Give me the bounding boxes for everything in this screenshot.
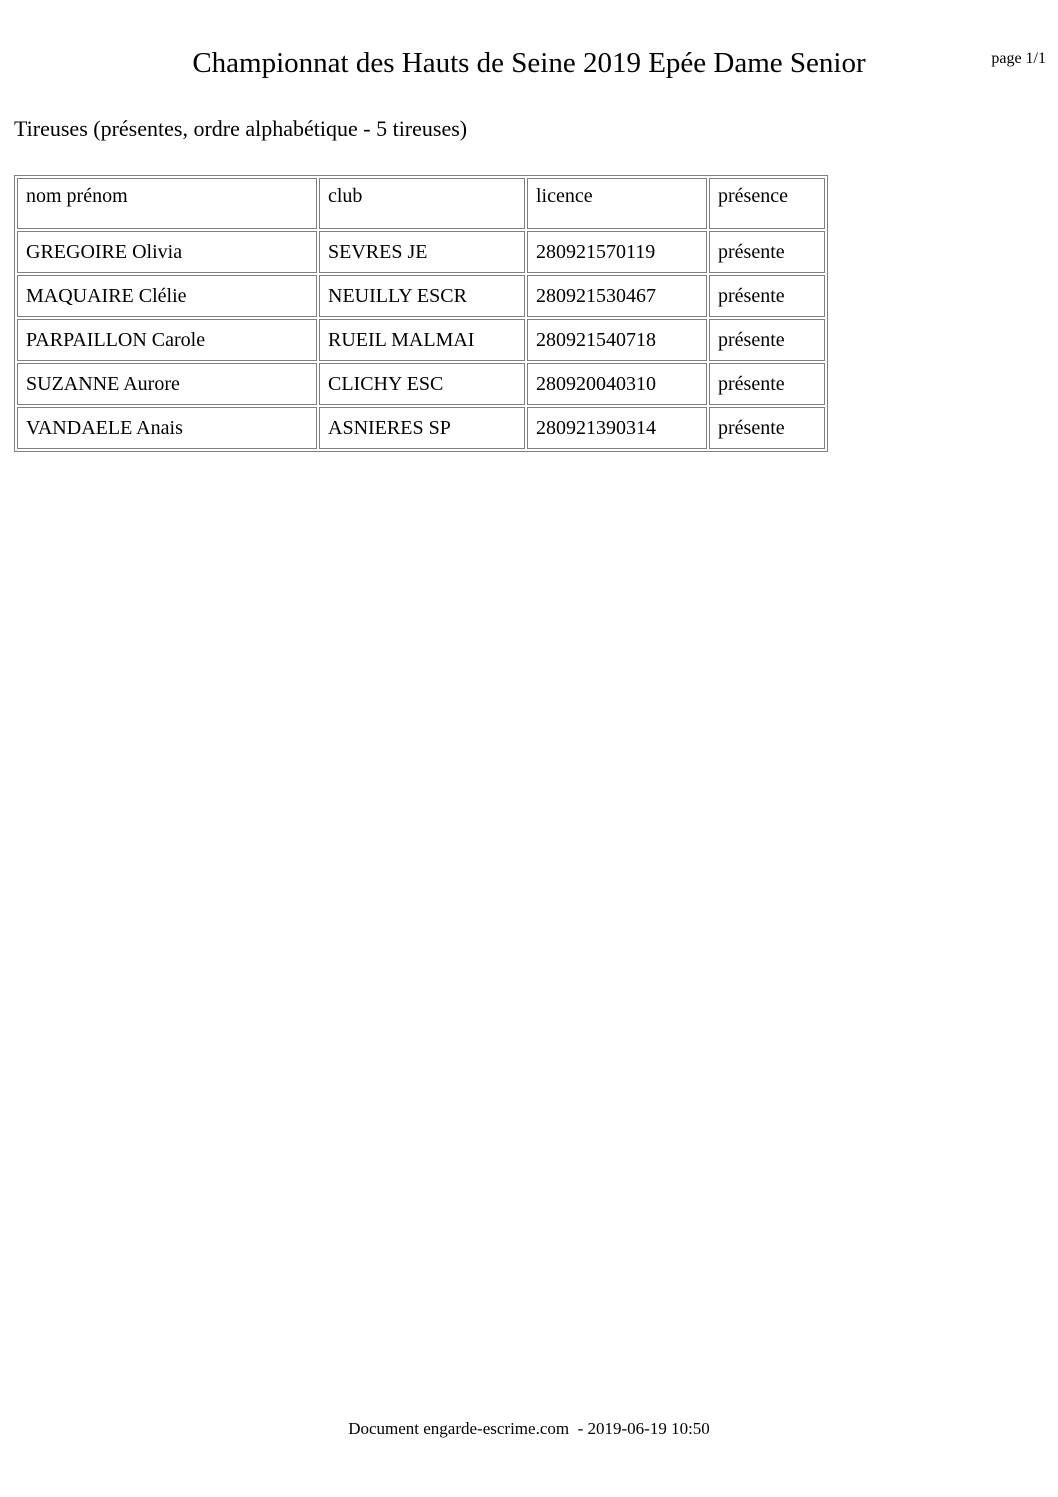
column-header-presence: présence — [709, 178, 825, 229]
cell-nom-prenom: MAQUAIRE Clélie — [17, 275, 317, 317]
cell-licence: 280921540718 — [527, 319, 707, 361]
column-header-licence: licence — [527, 178, 707, 229]
cell-nom-prenom: GREGOIRE Olivia — [17, 231, 317, 273]
column-header-nom-prenom: nom prénom — [17, 178, 317, 229]
cell-presence: présente — [709, 275, 825, 317]
cell-club: ASNIERES SP — [319, 407, 525, 449]
cell-presence: présente — [709, 319, 825, 361]
cell-licence: 280920040310 — [527, 363, 707, 405]
cell-nom-prenom: PARPAILLON Carole — [17, 319, 317, 361]
table-row — [17, 407, 825, 449]
table-row — [17, 319, 825, 361]
section-subtitle: Tireuses (présentes, ordre alphabétique - 5 tireuses) — [14, 116, 468, 141]
cell-nom-prenom: SUZANNE Aurore — [17, 363, 317, 405]
cell-presence: présente — [709, 407, 825, 449]
cell-presence: présente — [709, 231, 825, 273]
table-row — [17, 363, 825, 405]
document-footer: Document engarde-escrime.com - 2019-06-19 10:50 — [348, 1419, 710, 1438]
cell-club: SEVRES JE — [319, 231, 525, 273]
table-row — [17, 275, 825, 317]
cell-presence: présente — [709, 363, 825, 405]
column-header-club: club — [319, 178, 525, 229]
table-header-row — [17, 178, 825, 229]
cell-club: NEUILLY ESCR — [319, 275, 525, 317]
cell-nom-prenom: VANDAELE Anais — [17, 407, 317, 449]
page-indicator: page 1/1 — [991, 50, 1046, 67]
cell-club: RUEIL MALMAI — [319, 319, 525, 361]
tireuses-table — [14, 175, 828, 452]
document-title: Championnat des Hauts de Seine 2019 Epée Dame Senior — [192, 47, 866, 79]
cell-licence: 280921570119 — [527, 231, 707, 273]
table-row — [17, 231, 825, 273]
cell-licence: 280921530467 — [527, 275, 707, 317]
cell-club: CLICHY ESC — [319, 363, 525, 405]
cell-licence: 280921390314 — [527, 407, 707, 449]
